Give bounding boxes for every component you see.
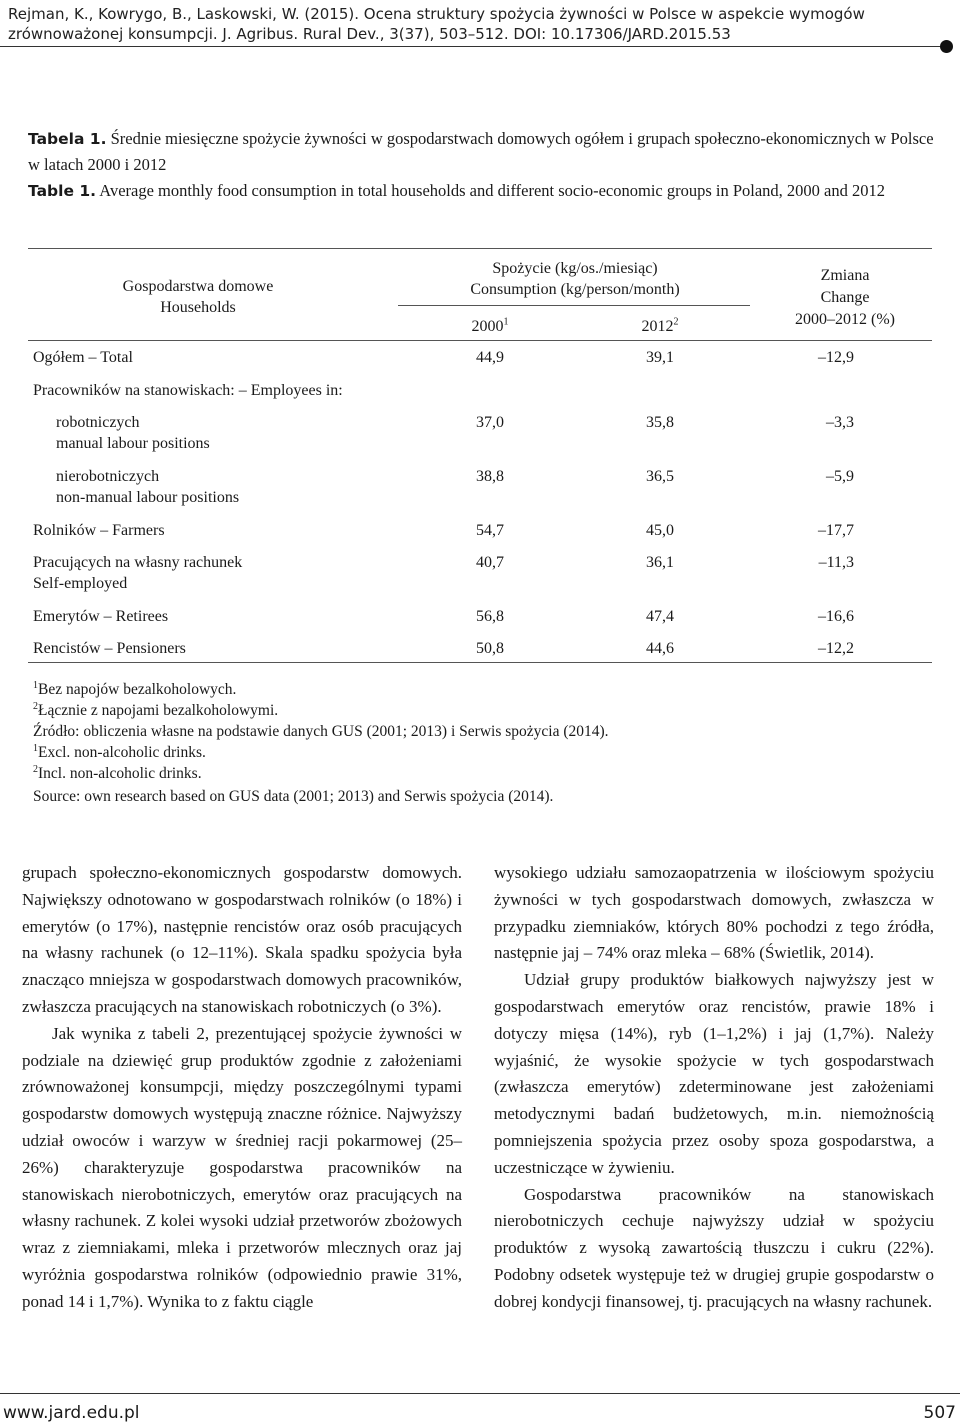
source-pl: Źródło: obliczenia własne na podstawie danych GUS (2001; 2013) i Serwis spożycia (2014).: [33, 723, 609, 740]
table-bottom-rule: [28, 662, 932, 663]
table-caption: [28, 126, 934, 204]
row-change: –11,3: [818, 554, 854, 571]
footnote-1-en: $^1$Excl. non-alcoholic drinks.: [33, 742, 206, 761]
row-value-2000: 40,7: [476, 554, 504, 571]
head-consumption-en: Consumption (kg/person/month): [470, 281, 680, 298]
row-value-2012: 36,5: [646, 468, 674, 485]
head-change-en: Change: [820, 289, 870, 306]
paragraph: wysokiego udziału samozaopatrzenia w ilościowym spożyciu żywności w tych gospodarstwach domowych, zwłaszcza w przypadku ziemniaków, których 80% pochodzi z tego źródła, następnie jaj – 74% oraz mleka – 68% (Świetlik, 2014).: [494, 863, 934, 963]
head-consumption-pl: Spożycie (kg/os./miesiąc): [492, 260, 658, 277]
paragraph: Gospodarstwa pracowników na stanowiskach nierobotniczych cechuje najwyższy udział w spożyciu produktów z wysoką zawartością tłuszczu i cukru (22%). Podobny odsetek występuje też w drugiej grupie gospodarstw o dobrej kondycji finansowej, tj. pracujących na własny rachunek.: [494, 1184, 934, 1311]
head-change-range: 2000–2012 (%): [795, 311, 895, 328]
row-change: –12,9: [818, 349, 854, 366]
row-change: –12,2: [818, 640, 854, 657]
row-label: Emerytów – Retirees: [33, 608, 169, 625]
source-en: Source: own research based on GUS data (2001; 2013) and Serwis spożycia (2014).: [33, 788, 554, 805]
footnote-2-pl: $^2$Łącznie z napojami bezalkoholowymi.: [33, 700, 279, 719]
head-households-pl: Gospodarstwa domowe: [122, 278, 274, 295]
page-number: 507: [923, 1403, 956, 1423]
row-label: Rencistów – Pensioners: [33, 640, 186, 657]
row-label-en: Self-employed: [33, 575, 128, 592]
row-value-2000: 38,8: [476, 468, 504, 485]
row-label: nierobotniczych: [56, 468, 160, 485]
row-value-2000: 44,9: [476, 349, 504, 366]
table-top-rule: [28, 248, 932, 249]
head-change-pl: Zmiana: [820, 267, 870, 284]
footnote-1-pl: $^1$Bez napojów bezalkoholowych.: [33, 679, 237, 698]
row-label-en: manual labour positions: [56, 435, 210, 452]
row-value-2000: 50,8: [476, 640, 504, 657]
footer-rule: [0, 1393, 960, 1394]
caption-pl-text: Średnie miesięczne spożycie żywności w gospodarstwach domowych ogółem i grupach społeczno-ekonomicznych w Polsce w latach 2000 i 2012: [28, 129, 934, 174]
row-label: Pracowników na stanowiskach: – Employees in:: [33, 382, 343, 399]
row-value-2012: 44,6: [646, 640, 674, 657]
row-label: Rolników – Farmers: [33, 522, 165, 539]
paragraph: Jak wynika z tabeli 2, prezentującej spożycie żywności w podziale na dziewięć grup produktów zgodnie z założeniami zrównoważonej konsumpcji, między poszczególnymi typami gospodarstw domowych występują znaczne różnice. Najwyższy udział owoców i warzyw w średniej racji pokarmowej (25–26%) charakteryzuje gospodarstwa pracowników na stanowiskach nierobotniczych, emerytów oraz pracujących na własny rachunek. Z kolei wysoki udział przetworów zbożowych wraz z ziemniakami, mleka i przetworów mlecznych oraz jaj wyróżnia gospodarstwa rolników (odpowiednio prawie 31%, ponad 14 i 1,7%). Wynika to z faktu ciągle: [22, 1023, 462, 1311]
caption-en-label: Table 1.: [28, 182, 97, 200]
row-change: –16,6: [818, 608, 854, 625]
caption-en: [28, 178, 934, 204]
caption-pl-label: Tabela 1.: [28, 130, 107, 148]
head-year-2000: 2000$^1$: [471, 316, 509, 335]
row-label-en: non-manual labour positions: [56, 489, 240, 506]
footer-url[interactable]: www.jard.edu.pl: [3, 1403, 140, 1423]
row-value-2012: 36,1: [646, 554, 674, 571]
row-change: –3,3: [826, 414, 854, 431]
row-value-2000: 54,7: [476, 522, 504, 539]
row-label: robotniczych: [56, 414, 140, 431]
row-value-2012: 35,8: [646, 414, 674, 431]
head-year-2012: 2012$^2$: [641, 316, 679, 335]
consumption-subrule: [398, 305, 750, 306]
row-change: –17,7: [818, 522, 854, 539]
header-rule: [0, 46, 946, 47]
table-header-rule: [28, 340, 932, 341]
row-value-2000: 37,0: [476, 414, 504, 431]
row-label: Ogółem – Total: [33, 349, 133, 366]
row-value-2012: 45,0: [646, 522, 674, 539]
citation-header: Rejman, K., Kowrygo, B., Laskowski, W. (2015). Ocena struktury spożycia żywności w Polsce w aspekcie wymogów zrównoważonej konsumpcji. J. Agribus. Rural Dev., 3(37), 503–512. DOI: 10.17306/JARD.2015.53: [8, 5, 865, 43]
caption-en-text: Average monthly food consumption in total households and different socio-economic groups in Poland, 2000 and 2012: [99, 181, 886, 200]
row-value-2000: 56,8: [476, 608, 504, 625]
paragraph: grupach społeczno-ekonomicznych gospodarstw domowych. Największy odnotowano w gospodarstwach rolników (o 18%) i emerytów (o 17%), następnie rencistów oraz osób pracujących na własny rachunek (o 12–11%). Skala spadku spożycia była znacząco mniejsza w gospodarstwach domowych pracowników, zwłaszcza pracujących na stanowiskach robotniczych (o 3%).: [22, 863, 462, 1016]
body-column-left: [22, 860, 462, 1316]
caption-pl: [28, 126, 934, 178]
row-value-2012: 39,1: [646, 349, 674, 366]
paragraph: Udział grupy produktów białkowych najwyższy jest w gospodarstwach emerytów oraz rencistów, prawie 18% i dotyczy mięsa (14%), ryb (1–1,2%) i jaj (1,7%). Należy wyjaśnić, że wysokie spożycie w tych gospodarstwach (zwłaszcza emerytów) zdeterminowane jest założeniami metodycznymi badań budżetowych, m.in. niemożnością pomniejszenia spożycia przez osoby spoza gospodarstwa, a uczestniczące w żywieniu.: [494, 970, 934, 1177]
header-dot: [940, 40, 953, 53]
row-label: Pracujących na własny rachunek: [33, 554, 243, 571]
row-value-2012: 47,4: [646, 608, 674, 625]
footnote-2-en: $^2$Incl. non-alcoholic drinks.: [33, 763, 202, 782]
head-households-en: Households: [160, 299, 236, 316]
row-change: –5,9: [826, 468, 854, 485]
body-column-right: [494, 860, 934, 1316]
